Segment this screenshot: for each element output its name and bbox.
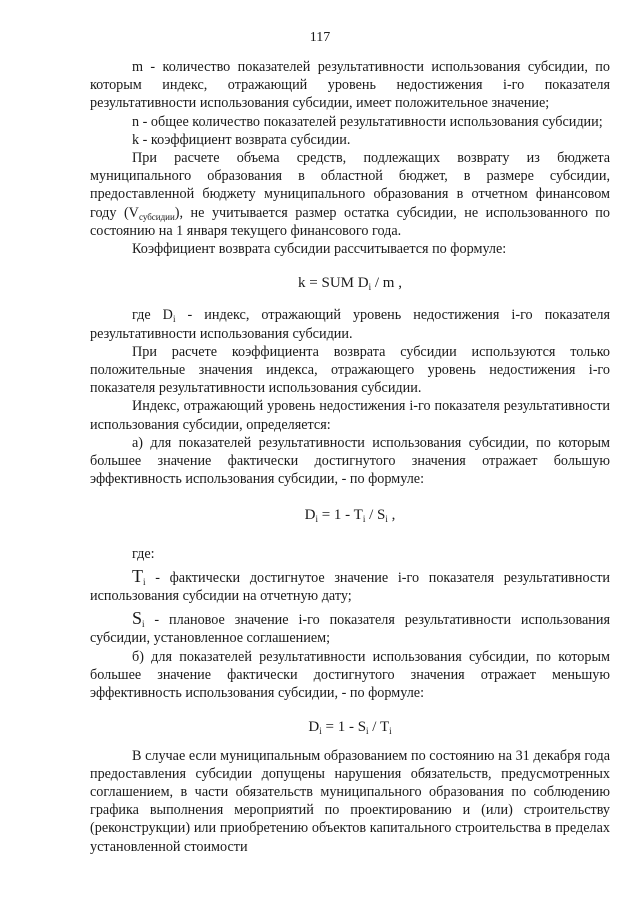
formula-part: / T <box>368 719 390 736</box>
subscript: i <box>142 619 145 630</box>
text-fragment: - индекс, отражающий уровень недостижения i-го показателя результативности использования субсидии. <box>90 307 610 342</box>
subscript: i <box>362 514 366 525</box>
variable-s: S <box>132 608 143 629</box>
formula-part: / S <box>365 507 386 524</box>
paragraph-n-definition: n - общее количество показателей результативности использования субсидии; <box>132 113 603 130</box>
formula-part: D <box>304 507 316 524</box>
paragraph-volume-calculation <box>90 149 610 240</box>
paragraph-case-b: б) для показателей результативности использования субсидии, по которым большее значение фактически достигнутого значения отражает меньшую эффективность использования субсидии, - по формуле: <box>90 648 610 702</box>
formula-k <box>90 274 610 292</box>
paragraph-ti-definition <box>90 567 610 605</box>
paragraph-positive-values: При расчете коэффициента возврата субсидии используются только положительные значения индекса, отражающего уровень недостижения i-го показателя результативности использования субсидии. <box>90 343 610 397</box>
text-fragment: ), не учитывается размер остатка субсидии, не использованного по состоянию на 1 января текущего финансового года. <box>90 204 610 239</box>
subscript: i <box>143 576 146 587</box>
formula-part: / m , <box>371 275 402 292</box>
text-fragment: - фактически достигнутое значение i-го показателя результативности использования субсидии на отчетную дату; <box>90 569 610 605</box>
formula-part: k = SUM D <box>298 275 369 292</box>
page-number: 117 <box>309 30 331 45</box>
subscript: i <box>385 514 388 525</box>
paragraph-violations: В случае если муниципальным образованием по состоянию на 31 декабря года предоставления субсидии допущены нарушения обязательств, предусмотренных соглашением, в части обязательств муниципального образования по соблюдению графика выполнения мероприятий по проектированию и (или) строительству (реконструкции) или приобретению объектов капитального строительства в пределах установленной стоимости <box>90 747 610 855</box>
formula-di-a <box>90 506 610 524</box>
paragraph-index-determined: Индекс, отражающий уровень недостижения i-го показателя результативности использования субсидии, определяется: <box>90 398 610 433</box>
subscript: i <box>366 726 369 737</box>
paragraph-di-definition <box>90 306 610 342</box>
subscript: i <box>319 726 322 737</box>
subscript: i <box>389 726 392 737</box>
text-fragment: При расчете объема средств, подлежащих возврату из бюджета муниципального образования в областной бюджет, в размере субсидии, предоставленной бюджету муниципального образования в отчетном финансовом году (V <box>90 150 610 221</box>
text-fragment: где D <box>132 307 173 324</box>
subscript: i <box>172 314 176 325</box>
paragraph-si-definition <box>90 609 610 647</box>
subscript: i <box>315 514 318 525</box>
formula-part: = 1 - S <box>321 719 367 736</box>
subscript: субсидии <box>138 211 175 222</box>
paragraph-formula-intro: Коэффициент возврата субсидии рассчитывается по формуле: <box>132 241 507 258</box>
paragraph-where: где: <box>132 545 155 562</box>
formula-part: D <box>308 719 320 736</box>
paragraph-k-definition: k - коэффициент возврата субсидии. <box>132 131 351 148</box>
paragraph-case-a: а) для показателей результативности использования субсидии, по которым большее значение фактически достигнутого значения отражает большую эффективность использования субсидии, - по формуле: <box>90 434 610 488</box>
text-fragment: - плановое значение i-го показателя результативности использования субсидии, установленное соглашением; <box>90 612 610 647</box>
formula-di-b <box>90 718 610 736</box>
paragraph-m-definition: m - количество показателей результативности использования субсидии, по которым индекс, отражающий уровень недостижения i-го показателя результативности использования субсидии, имеет положительное значение; <box>90 59 610 112</box>
document-body <box>90 58 610 856</box>
formula-part: = 1 - T <box>317 507 363 524</box>
subscript: i <box>368 282 372 293</box>
formula-part: , <box>387 507 396 524</box>
variable-t: T <box>132 565 143 586</box>
